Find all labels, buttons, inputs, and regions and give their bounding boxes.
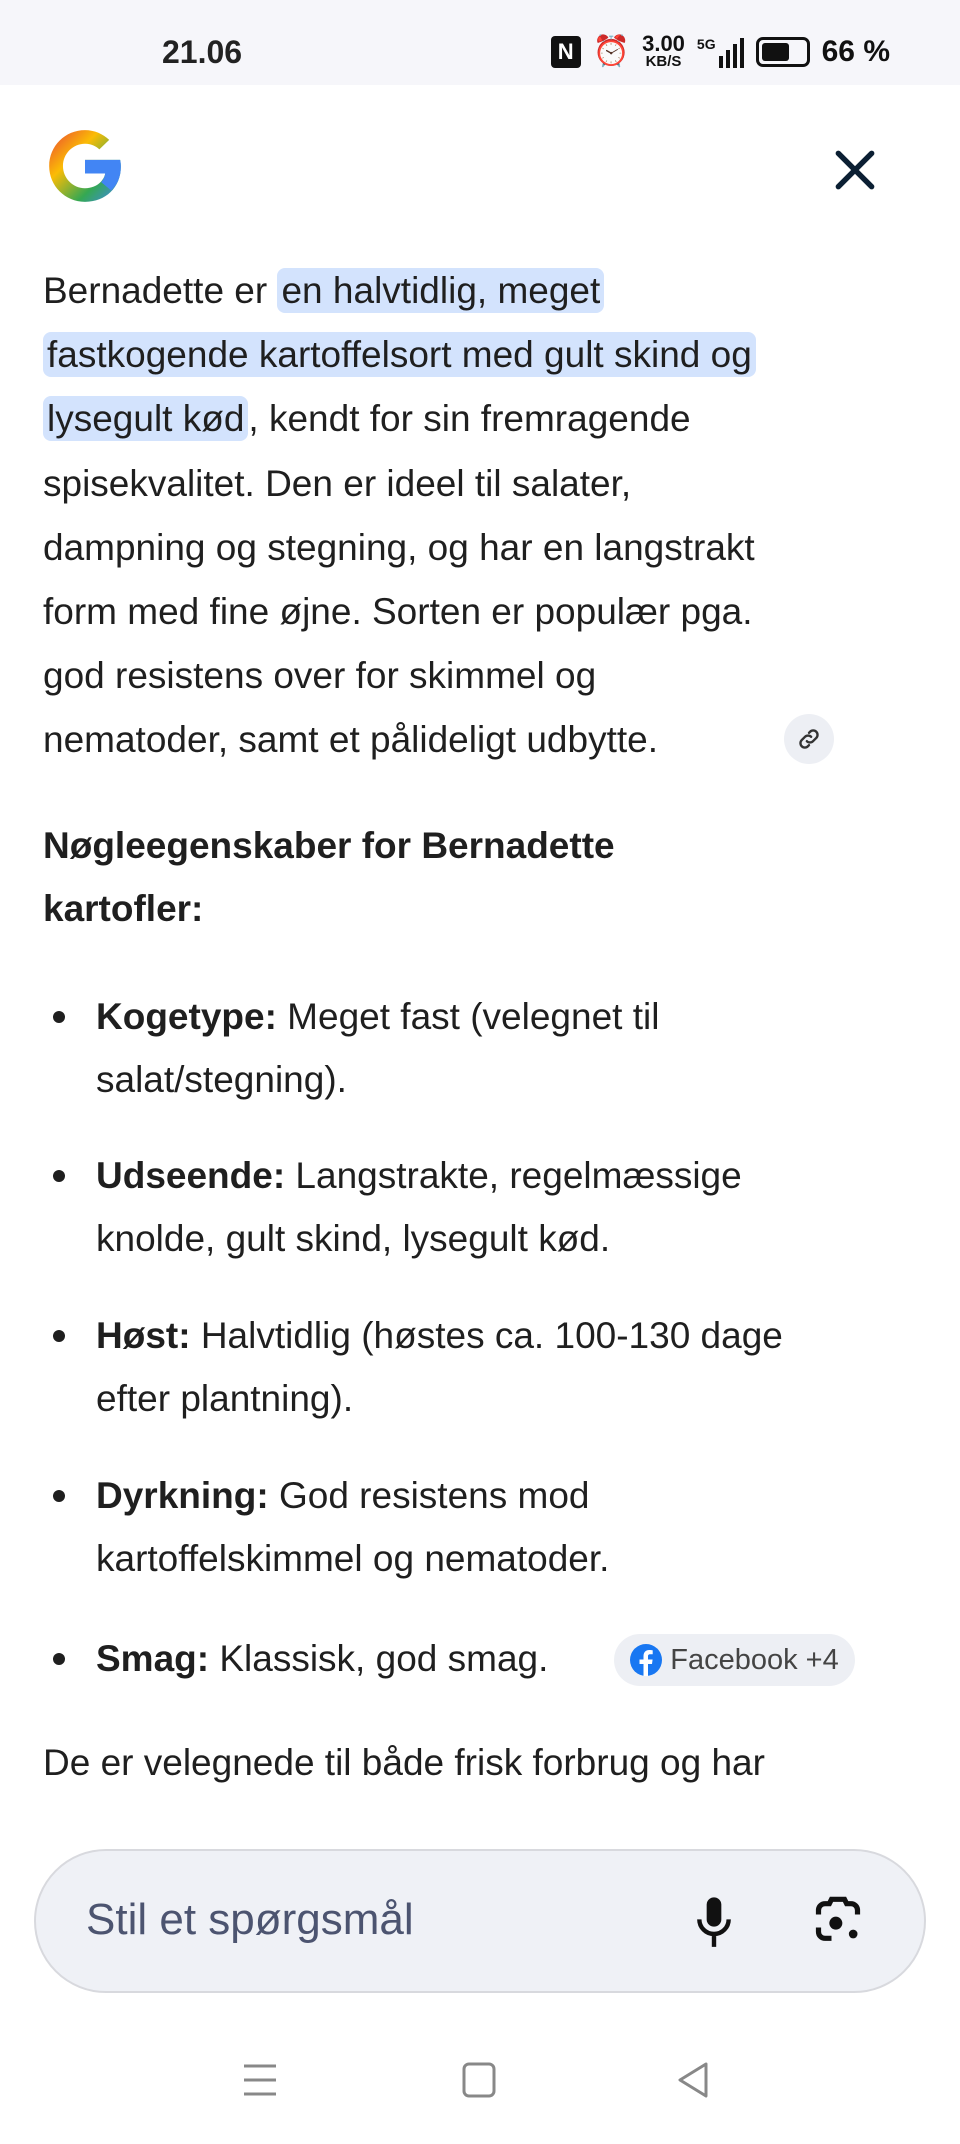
section-heading: Nøgleegenskaber for Bernadette: [43, 825, 615, 866]
highlighted-text: lysegult kød: [43, 396, 248, 441]
list-item-text: God resistens mod: [268, 1475, 590, 1516]
list-item: [96, 1207, 610, 1271]
alarm-icon: ⏰: [592, 35, 631, 68]
ask-input[interactable]: [34, 1849, 926, 1993]
facebook-icon: [630, 1644, 662, 1676]
list-item-text: Klassisk, god smag.: [209, 1638, 549, 1679]
network-type: 5G: [696, 35, 716, 52]
intro-line: [43, 516, 755, 580]
link-citation-button[interactable]: [784, 714, 834, 764]
section-heading-cont: kartofler:: [43, 888, 204, 929]
battery-icon: [756, 37, 810, 67]
text-segment: god resistens over for skimmel og: [43, 655, 597, 697]
text-segment: , kendt for sin fremragende: [248, 398, 691, 440]
status-bar: [0, 0, 960, 85]
intro-line: [43, 708, 658, 772]
list-item-label: Udseende:: [96, 1155, 286, 1196]
list-item-text: kartoffelskimmel og nematoder.: [96, 1538, 610, 1579]
list-item: [96, 1464, 590, 1528]
net-speed-value: 3.00: [642, 31, 685, 56]
list-item-label: Dyrkning:: [96, 1475, 269, 1516]
nav-home-button[interactable]: [462, 2060, 496, 2110]
list-item-label: Smag:: [96, 1638, 210, 1679]
source-chip-facebook[interactable]: [614, 1634, 855, 1686]
status-time: 21.06: [162, 34, 243, 70]
nav-recents-button[interactable]: [242, 2060, 278, 2110]
bullet-dot: [53, 1011, 65, 1023]
intro-line: [43, 387, 691, 451]
net-speed: [642, 31, 685, 70]
list-item: [96, 985, 659, 1049]
bullet-dot: [53, 1490, 65, 1502]
net-speed-unit: KB/S: [645, 53, 682, 70]
intro-line: [43, 323, 756, 387]
text-segment: nematoder, samt et pålideligt udbytte.: [43, 719, 658, 761]
google-lens-icon[interactable]: [812, 1895, 864, 1947]
bullet-dot: [53, 1653, 65, 1665]
microphone-icon[interactable]: [692, 1895, 736, 1951]
list-item: [96, 1627, 548, 1691]
list-item-label: Kogetype:: [96, 996, 277, 1037]
list-item-text: efter plantning).: [96, 1378, 354, 1419]
list-item-label: Høst:: [96, 1315, 191, 1356]
nfc-icon: N: [551, 36, 581, 68]
list-item-text: salat/stegning).: [96, 1059, 347, 1100]
list-item-text: Meget fast (velegnet til: [276, 996, 660, 1037]
text-segment: form med fine øjne. Sorten er populær pga.: [43, 591, 753, 632]
intro-line: [43, 259, 604, 323]
text-segment: Bernadette er: [43, 270, 278, 311]
list-item: [96, 1304, 783, 1368]
ask-input-placeholder: Stil et spørgsmål: [86, 1895, 414, 1944]
intro-line: [43, 452, 631, 516]
text-segment: spisekvalitet. Den er ideel til salater,: [43, 462, 632, 504]
list-item: [96, 1527, 609, 1591]
nav-back-button[interactable]: [676, 2060, 710, 2110]
google-logo: [42, 123, 128, 209]
list-item: [96, 1144, 742, 1208]
link-icon: [796, 726, 822, 752]
intro-line: [43, 580, 753, 644]
highlighted-text: fastkogende kartoffelsort med gult skind og: [43, 332, 756, 377]
source-chip-label: Facebook +4: [670, 1643, 839, 1676]
highlighted-text: en halvtidlig, meget: [277, 268, 604, 313]
list-item-text: Langstrakte, regelmæssige: [285, 1155, 742, 1196]
outro-paragraph: De er velegnede til både frisk forbrug og har: [43, 1742, 765, 1783]
battery-percent: 66 %: [821, 34, 890, 68]
list-item-text: Halvtidlig (høstes ca. 100-130 dage: [190, 1315, 783, 1356]
bullet-dot: [53, 1330, 65, 1342]
list-item: [96, 1048, 347, 1112]
content-fade: [0, 1805, 960, 1845]
bullet-dot: [53, 1170, 65, 1182]
list-item-text: knolde, gult skind, lysegult kød.: [96, 1218, 611, 1259]
text-segment: dampning og stegning, og har en langstrakt: [43, 526, 755, 568]
intro-line: [43, 644, 596, 708]
list-item: [96, 1367, 353, 1431]
signal-icon: [697, 36, 744, 68]
close-icon[interactable]: [830, 145, 880, 195]
